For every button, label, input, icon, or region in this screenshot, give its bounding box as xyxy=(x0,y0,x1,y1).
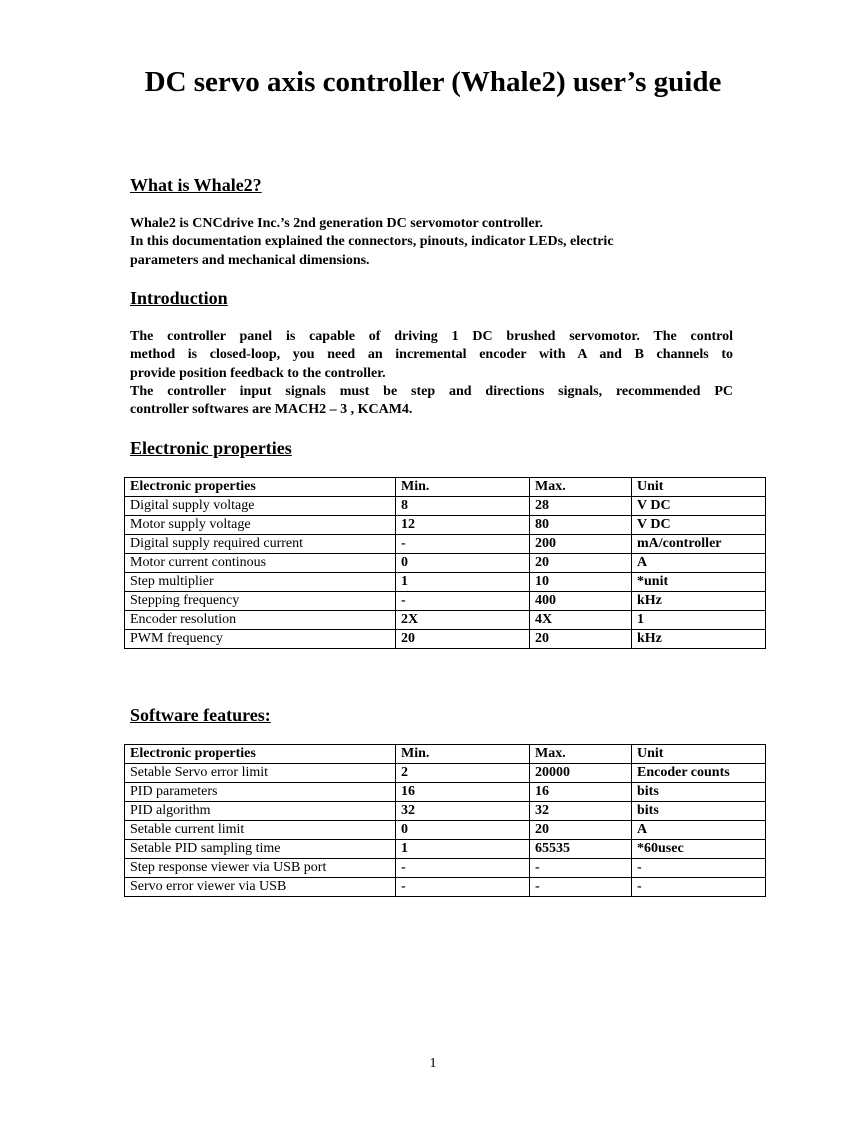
table-cell: Setable PID sampling time xyxy=(125,840,396,859)
table-cell: 80 xyxy=(530,516,632,535)
table-row xyxy=(125,802,766,821)
table-cell: 200 xyxy=(530,535,632,554)
table-cell: Encoder counts xyxy=(632,764,766,783)
table-cell: 2 xyxy=(396,764,530,783)
table-row xyxy=(125,840,766,859)
table-cell: Digital supply required current xyxy=(125,535,396,554)
table-row xyxy=(125,859,766,878)
electronic-properties-table xyxy=(124,477,766,649)
table-cell: PID parameters xyxy=(125,783,396,802)
table-cell: A xyxy=(632,554,766,573)
table-cell: V DC xyxy=(632,497,766,516)
table-row xyxy=(125,592,766,611)
table-cell: 1 xyxy=(632,611,766,630)
table-row xyxy=(125,535,766,554)
table-cell: Step multiplier xyxy=(125,573,396,592)
table-cell: - xyxy=(396,859,530,878)
table-cell: 0 xyxy=(396,554,530,573)
page-number: 1 xyxy=(429,1056,437,1071)
table-cell: mA/controller xyxy=(632,535,766,554)
table-row xyxy=(125,573,766,592)
table-row xyxy=(125,611,766,630)
table-cell: - xyxy=(396,535,530,554)
table-cell: kHz xyxy=(632,630,766,649)
table-cell: kHz xyxy=(632,592,766,611)
table-cell: Stepping frequency xyxy=(125,592,396,611)
table-cell: - xyxy=(632,878,766,897)
table-cell: Step response viewer via USB port xyxy=(125,859,396,878)
table-cell: Motor supply voltage xyxy=(125,516,396,535)
heading-introduction: Introduction xyxy=(130,288,228,308)
table-row xyxy=(125,630,766,649)
table-cell: 20000 xyxy=(530,764,632,783)
table-cell: 20 xyxy=(396,630,530,649)
table-cell: 10 xyxy=(530,573,632,592)
table-row xyxy=(125,821,766,840)
table-cell: 20 xyxy=(530,821,632,840)
table-cell: 16 xyxy=(530,783,632,802)
text-line: In this documentation explained the connectors, pinouts, indicator LEDs, electric xyxy=(130,234,614,250)
table-cell: 400 xyxy=(530,592,632,611)
table-header-row xyxy=(125,745,766,764)
table-cell: 4X xyxy=(530,611,632,630)
heading-software-features: Software features: xyxy=(130,705,271,725)
table-cell: A xyxy=(632,821,766,840)
table-cell: - xyxy=(396,592,530,611)
table-cell: - xyxy=(530,878,632,897)
table-cell: 0 xyxy=(396,821,530,840)
table-cell: Setable current limit xyxy=(125,821,396,840)
table-cell: 28 xyxy=(530,497,632,516)
table-cell: V DC xyxy=(632,516,766,535)
table-row xyxy=(125,783,766,802)
header-cell: Min. xyxy=(396,745,530,764)
table-cell: - xyxy=(530,859,632,878)
table-cell: 32 xyxy=(396,802,530,821)
table-cell: Setable Servo error limit xyxy=(125,764,396,783)
table-cell: 20 xyxy=(530,630,632,649)
table-cell: - xyxy=(632,859,766,878)
table-cell: - xyxy=(396,878,530,897)
table-row xyxy=(125,497,766,516)
table-cell: 8 xyxy=(396,497,530,516)
table-cell: bits xyxy=(632,783,766,802)
header-cell: Max. xyxy=(530,745,632,764)
paragraph-what-is-whale2 xyxy=(130,215,733,270)
table-cell: 32 xyxy=(530,802,632,821)
table-row xyxy=(125,878,766,897)
table-cell: 1 xyxy=(396,573,530,592)
table-cell: *unit xyxy=(632,573,766,592)
software-features-table xyxy=(124,744,766,897)
text-line: The controller input signals must be step and directions signals, recommended PC xyxy=(130,383,733,399)
header-cell: Electronic properties xyxy=(125,745,396,764)
heading-what-is-whale2: What is Whale2? xyxy=(130,175,262,195)
table-cell: 65535 xyxy=(530,840,632,859)
header-cell: Unit xyxy=(632,745,766,764)
table-cell: 16 xyxy=(396,783,530,802)
header-cell: Min. xyxy=(396,478,530,497)
table-cell: Encoder resolution xyxy=(125,611,396,630)
table-cell: *60usec xyxy=(632,840,766,859)
table-cell: Servo error viewer via USB xyxy=(125,878,396,897)
text-line: Whale2 is CNCdrive Inc.’s 2nd generation DC servomotor controller. xyxy=(130,216,543,231)
heading-electronic-properties: Electronic properties xyxy=(130,438,292,458)
table-cell: 20 xyxy=(530,554,632,573)
table-cell: bits xyxy=(632,802,766,821)
header-cell: Unit xyxy=(632,478,766,497)
table-cell: PWM frequency xyxy=(125,630,396,649)
text-line: parameters and mechanical dimensions. xyxy=(130,252,370,268)
header-cell: Electronic properties xyxy=(125,478,396,497)
text-line: provide position feedback to the controller. xyxy=(130,365,386,381)
text-line: The controller panel is capable of driving 1 DC brushed servomotor. The control xyxy=(130,329,733,344)
table-cell: PID algorithm xyxy=(125,802,396,821)
text-line: controller softwares are MACH2 – 3 , KCAM4. xyxy=(130,402,413,418)
table-header-row xyxy=(125,478,766,497)
table-cell: 2X xyxy=(396,611,530,630)
table-cell: 12 xyxy=(396,516,530,535)
table-cell: 1 xyxy=(396,840,530,859)
text-line: method is closed-loop, you need an incremental encoder with A and B channels to xyxy=(130,347,733,363)
table-row xyxy=(125,516,766,535)
table-cell: Motor current continous xyxy=(125,554,396,573)
table-row xyxy=(125,764,766,783)
paragraph-introduction xyxy=(130,328,733,419)
header-cell: Max. xyxy=(530,478,632,497)
table-cell: Digital supply voltage xyxy=(125,497,396,516)
table-row xyxy=(125,554,766,573)
page-title: DC servo axis controller (Whale2) user’s guide xyxy=(144,66,722,98)
